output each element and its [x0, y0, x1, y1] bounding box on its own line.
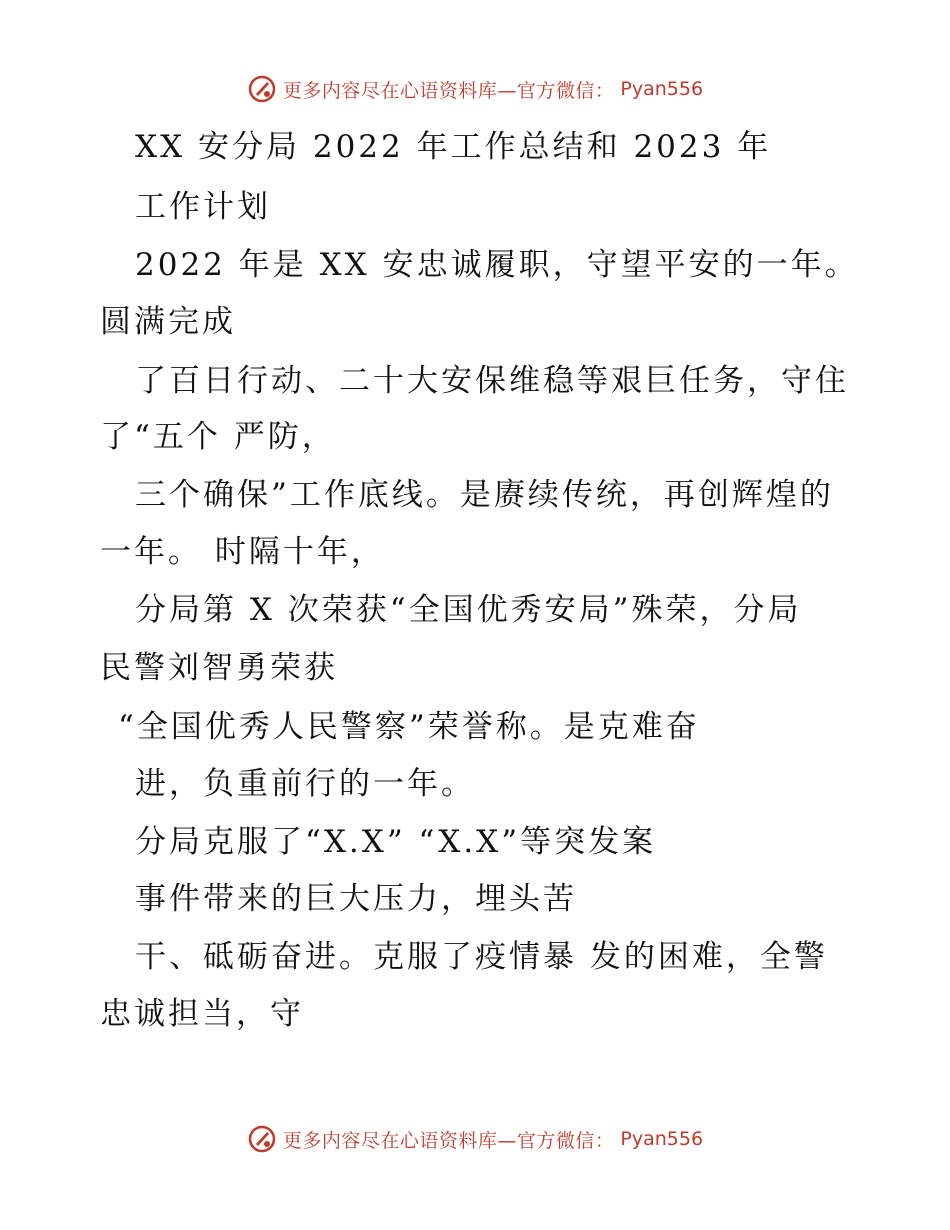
paragraph-line: 圆满完成	[100, 304, 236, 340]
footer-watermark	[0, 1124, 950, 1154]
paragraph-line: 了百日行动、二十大安保维稳等艰巨任务，守住	[135, 363, 849, 399]
paragraph-line: 了“五个 严防，	[100, 419, 336, 455]
paragraph-line: “全国优秀人民警察”荣誉称。是克难奋	[118, 709, 700, 745]
document-title-line-1: XX 安分局 2022 年工作总结和 2023 年	[135, 129, 772, 165]
paragraph-line: 干、砥砺奋进。克服了疫情暴 发的困难，全警	[135, 939, 828, 975]
watermark-wechat-id: Pyan556	[620, 78, 704, 100]
paragraph-line: 2022 年是 XX 安忠诚履职，守望平安的一年。	[135, 247, 859, 283]
header-watermark	[0, 74, 950, 104]
brand-logo-icon	[247, 1124, 277, 1154]
paragraph-line: 进，负重前行的一年。	[135, 766, 475, 802]
paragraph-line: 事件带来的巨大压力，埋头苦	[135, 881, 577, 917]
paragraph-line: 民警刘智勇荣获	[100, 650, 338, 686]
paragraph-line: 三个确保”工作底线。是赓续传统，再创辉煌的	[135, 477, 834, 513]
watermark-wechat-id: Pyan556	[620, 1128, 704, 1150]
paragraph-line: 一年。 时隔十年，	[100, 534, 385, 570]
paragraph-line: 分局克服了“X.X” “X.X”等突发案	[135, 824, 657, 860]
paragraph-line: 分局第 X 次荣获“全国优秀安局”殊荣，分局	[135, 592, 802, 628]
watermark-text: 更多内容尽在心语资料库—官方微信：	[282, 1129, 615, 1152]
document-title-line-2: 工作计划	[135, 189, 271, 225]
paragraph-line: 忠诚担当，守	[100, 996, 304, 1032]
watermark-text: 更多内容尽在心语资料库—官方微信：	[282, 79, 615, 102]
brand-logo-icon	[247, 74, 277, 104]
